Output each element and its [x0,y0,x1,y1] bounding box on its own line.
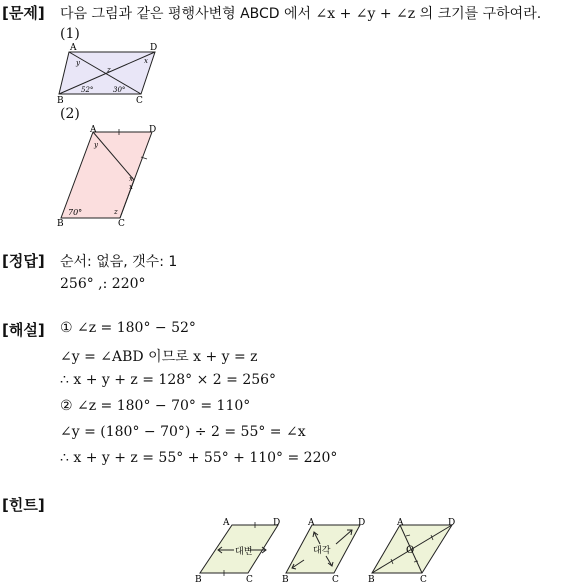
answer-label: [정답] [2,252,45,270]
hint-b-vertex-d: D [358,518,366,528]
solution-line1: ① ∠z = 180° − 52° [60,320,196,336]
fig1-angle-x: x [144,57,148,65]
hint-a-vertex-b: B [195,575,202,582]
hint-a-vertex-c: C [246,575,253,582]
answer-line2: 256° ,: 220° [60,276,146,292]
hint-label: [힌트] [2,496,45,514]
fig1-angle-z: z [107,66,111,74]
fig1-angle-y: y [76,59,80,67]
fig2-vertex-b: B [57,219,64,229]
figure2-parallelogram [55,123,160,229]
solution-line3: ∴ x + y + z = 128° × 2 = 256° [60,372,277,388]
hint-b-vertex-a: A [308,518,315,528]
hint-a-vertex-a: A [223,518,230,528]
solution-line2: ∠y = ∠ABD 이므로 x + y = z [60,349,258,365]
hint-figure-opposite-angles [280,516,375,582]
hint-figure-opposite-sides [190,516,285,582]
fig1-vertex-b: B [57,96,64,104]
figure2-label: (2) [60,106,80,122]
problem-statement [60,3,541,23]
fig1-vertex-c: C [136,96,143,104]
fig2-angle-z: z [114,208,118,216]
problem-label: [문제] [2,4,45,22]
statement-expr: ∠x + ∠y + ∠z [315,6,416,22]
answer-line1: 순서: 없음, 갯수: 1 [60,254,178,270]
hint-c-vertex-b: B [368,575,375,582]
fig2-vertex-c: C [118,219,125,229]
fig1-vertex-a: A [70,43,77,53]
fig2-angle-x-lower: x [129,183,133,191]
fig2-vertex-a: A [90,125,97,135]
hint-c-vertex-d: D [448,518,456,528]
figure1-parallelogram [55,42,165,104]
statement-post: 의 크기를 구하여라. [415,6,542,22]
solution-line5: ∠y = (180° − 70°) ÷ 2 = 55° = ∠x [60,424,306,440]
hint-c-vertex-a: A [397,518,404,528]
fig2-angle-y: y [94,141,98,149]
hint-c-vertex-c: C [420,575,427,582]
hint-b-vertex-c: C [332,575,339,582]
hint-a-vertex-d: D [273,518,281,528]
fig2-angle-x-upper: x [129,175,133,183]
fig1-angle-30: 30° [113,86,126,94]
fig2-vertex-d: D [149,125,157,135]
fig1-vertex-d: D [150,43,158,53]
fig1-angle-52: 52° [81,86,94,94]
hint-c-center-o: O [406,545,415,556]
hint-b-vertex-b: B [282,575,289,582]
hint-b-caption: 대각 [313,546,331,556]
solution-line6: ∴ x + y + z = 55° + 55° + 110° = 220° [60,450,338,466]
solution-line4: ② ∠z = 180° − 70° = 110° [60,398,251,414]
hint-a-caption: 대변 [235,547,253,557]
solution-label: [해설] [2,321,45,339]
figure1-label: (1) [60,26,80,42]
statement-pre: 다음 그림과 같은 평행사변형 ABCD 에서 [60,6,316,22]
hint-figure-diagonals [366,516,466,582]
fig2-angle-70: 70° [68,208,83,217]
